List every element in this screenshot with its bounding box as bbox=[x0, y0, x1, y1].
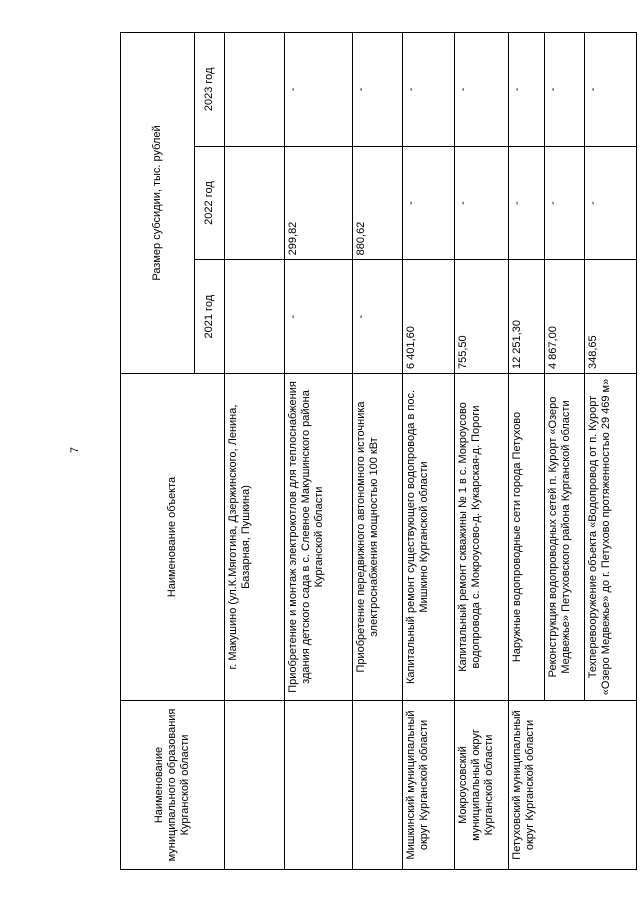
municipality-cell: Мокроусовский муниципальный округ Курганской области bbox=[455, 701, 509, 870]
value-2023-cell: - bbox=[403, 33, 455, 147]
value-2023-cell: - bbox=[509, 33, 545, 147]
value-2023-cell: - bbox=[545, 33, 585, 147]
table-row bbox=[353, 33, 403, 870]
rotated-table-container bbox=[120, 32, 630, 870]
value-2022-cell: 880,62 bbox=[353, 146, 403, 260]
value-2022-cell bbox=[225, 146, 285, 260]
value-2023-cell: - bbox=[285, 33, 353, 147]
value-2023-cell: - bbox=[353, 33, 403, 147]
value-2023-cell: - bbox=[585, 33, 637, 147]
object-cell: Наружные водопроводные сети города Петухово bbox=[509, 374, 545, 701]
value-2021-cell: 4 867,00 bbox=[545, 260, 585, 374]
object-cell: г. Макушино (ул.К.Мяготина, Дзержинского, Ленина, Базарная, Пушкина) bbox=[225, 374, 285, 701]
table-row bbox=[509, 33, 545, 870]
value-2022-cell: - bbox=[545, 146, 585, 260]
object-cell: Капитальный ремонт существующего водопровода в пос. Мишкино Курганской области bbox=[403, 374, 455, 701]
object-cell: Приобретение передвижного автономного источника электроснабжения мощностью 100 кВт bbox=[353, 374, 403, 701]
value-2021-cell: 755,50 bbox=[455, 260, 509, 374]
municipality-cell bbox=[353, 701, 403, 870]
header-object: Наименование объекта bbox=[121, 374, 225, 701]
value-2022-cell: - bbox=[585, 146, 637, 260]
municipality-cell: Мишкинский муниципальный округ Курганской области bbox=[403, 701, 455, 870]
table-row bbox=[285, 33, 353, 870]
value-2022-cell: 299,82 bbox=[285, 146, 353, 260]
table-row bbox=[403, 33, 455, 870]
table-row bbox=[225, 33, 285, 870]
header-year-2023: 2023 год bbox=[195, 33, 225, 147]
header-year-2022: 2022 год bbox=[195, 146, 225, 260]
value-2021-cell: - bbox=[285, 260, 353, 374]
object-cell: Техперевооружение объекта «Водопровод от п. Курорт «Озеро Медвежье» до г. Петухово протяженностью 29 469 м» bbox=[585, 374, 637, 701]
object-cell: Приобретение и монтаж электрокотлов для теплоснабжения здания детского сада в с. Слевное Макушинского района Курганской области bbox=[285, 374, 353, 701]
subsidy-table bbox=[120, 32, 637, 870]
value-2021-cell: 12 251,30 bbox=[509, 260, 545, 374]
municipality-cell: Петуховский муниципальный округ Курганской области bbox=[509, 701, 637, 870]
value-2021-cell: 6 401,60 bbox=[403, 260, 455, 374]
value-2021-cell: 348,65 bbox=[585, 260, 637, 374]
municipality-cell bbox=[225, 701, 285, 870]
page-number: 7 bbox=[69, 446, 82, 454]
value-2021-cell: - bbox=[353, 260, 403, 374]
value-2022-cell: - bbox=[403, 146, 455, 260]
object-cell: Реконструкция водопроводных сетей п. Курорт «Озеро Медвежье» Петуховского района Курганской области bbox=[545, 374, 585, 701]
header-subsidy: Размер субсидии, тыс. рублей bbox=[121, 33, 195, 374]
header-year-2021: 2021 год bbox=[195, 260, 225, 374]
value-2023-cell: - bbox=[455, 33, 509, 147]
municipality-cell bbox=[285, 701, 353, 870]
value-2022-cell: - bbox=[455, 146, 509, 260]
object-cell: Капитальный ремонт скважины № 1 в с. Мокроусово водопровода с. Мокроусово-д. Кукарская-д. Пороги bbox=[455, 374, 509, 701]
value-2022-cell: - bbox=[509, 146, 545, 260]
value-2023-cell bbox=[225, 33, 285, 147]
value-2021-cell bbox=[225, 260, 285, 374]
table-row bbox=[455, 33, 509, 870]
header-municipality: Наименование муниципального образования Курганской области bbox=[121, 701, 225, 870]
